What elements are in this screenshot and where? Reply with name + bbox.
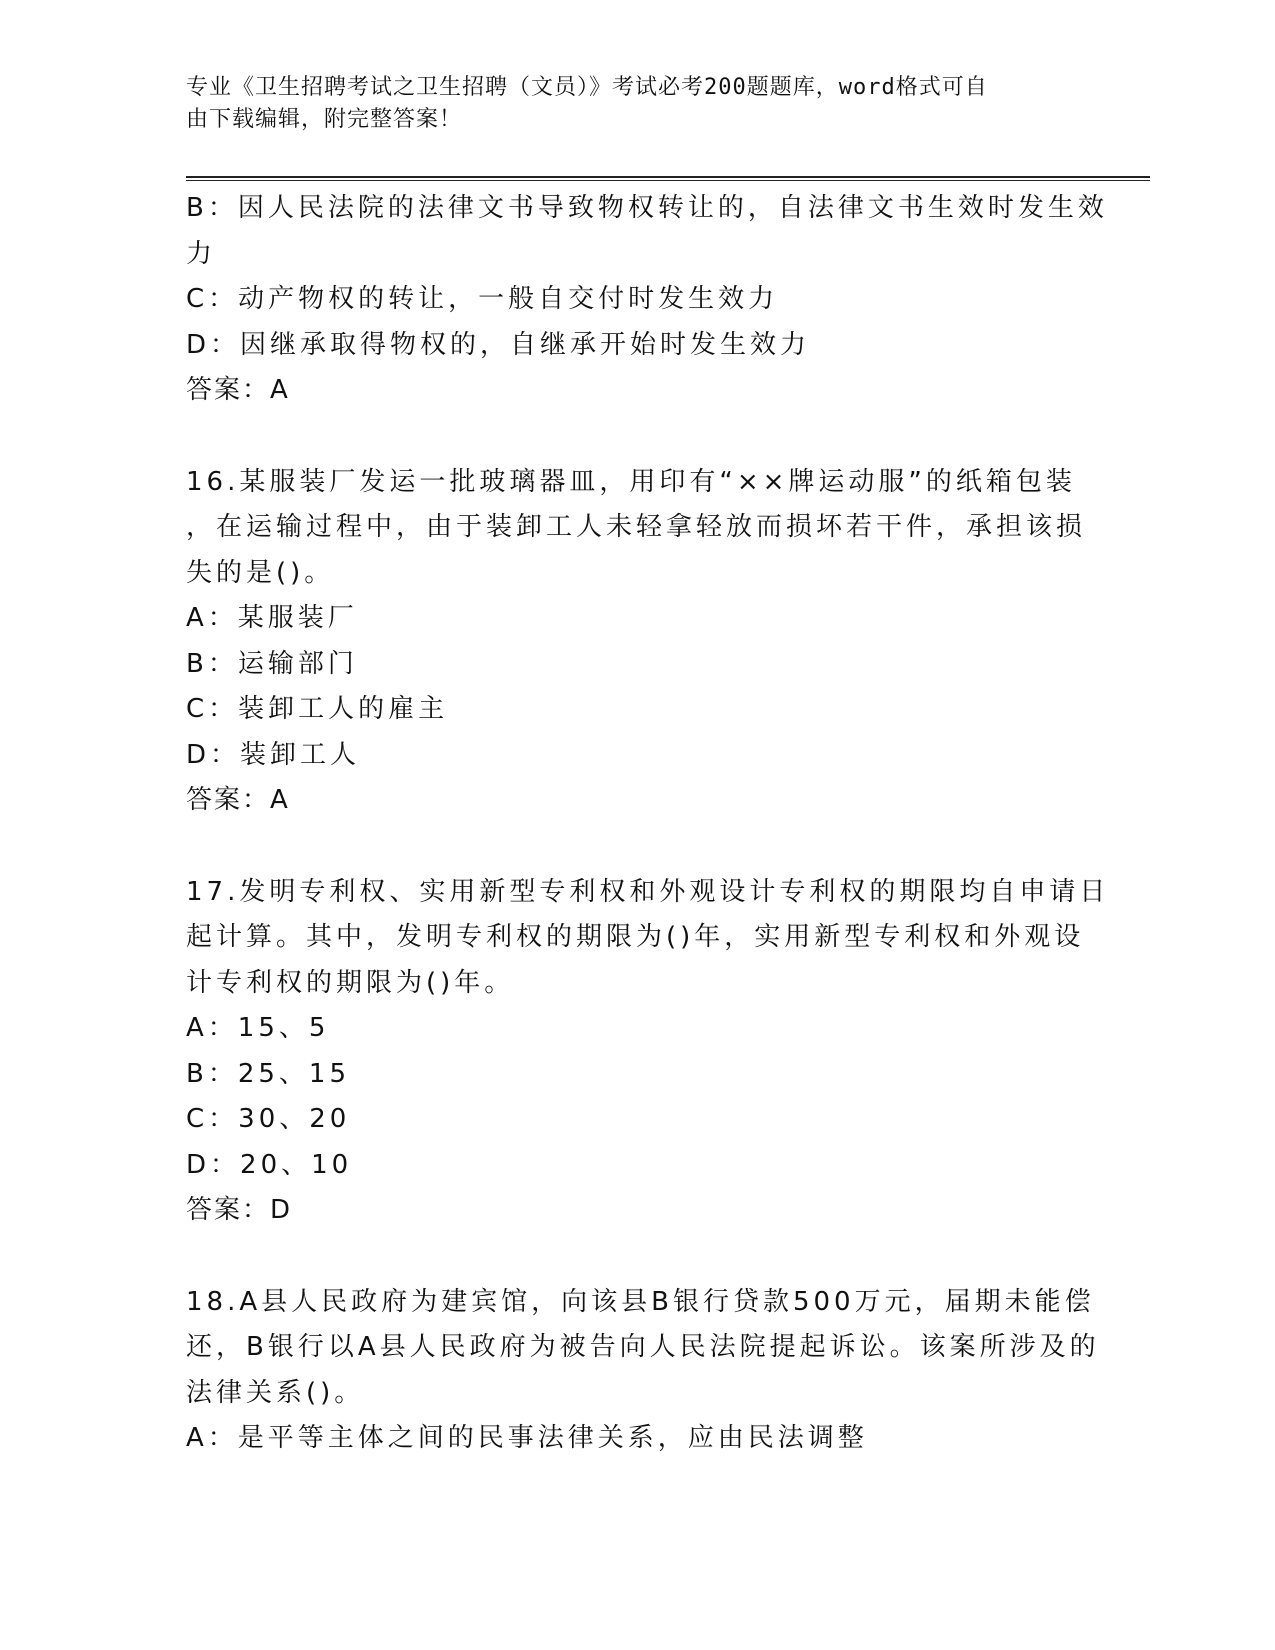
option-c: C：动产物权的转让，一般自交付时发生效力 (186, 284, 779, 314)
option-b-continued: 力 (186, 238, 217, 269)
question-17 (186, 870, 1110, 1234)
header-line: 专业《卫生招聘考试之卫生招聘（文员）》考试必考200题题库，word格式可自 (186, 75, 988, 100)
answer: 答案：A (186, 375, 290, 405)
spacer (186, 824, 1086, 870)
question-text: ，在运输过程中，由于装卸工人未轻拿轻放而损坏若干件，承担该损 (186, 512, 1087, 542)
question-text: 计专利权的期限为()年。 (186, 967, 515, 998)
question-text: 失的是()。 (186, 557, 335, 588)
question-16 (186, 460, 1086, 824)
answer: 答案：A (186, 785, 290, 815)
option-c: C：30、20 (186, 1104, 351, 1134)
question-18 (186, 1280, 1100, 1462)
question-text: 法律关系()。 (186, 1377, 365, 1408)
option-c: C：装卸工人的雇主 (186, 694, 449, 724)
spacer (186, 1234, 1086, 1280)
answer: 答案：D (186, 1195, 293, 1225)
option-a: A：15、5 (186, 1013, 330, 1043)
option-b: B：25、15 (186, 1058, 351, 1089)
question-text: 还，B银行以A县人民政府为被告向人民法院提起诉讼。该案所涉及的 (186, 1332, 1100, 1362)
option-b: B：因人民法院的法律文书导致物权转让的，自法律文书生效时发生效 (186, 193, 1108, 223)
question-text: 起计算。其中，发明专利权的期限为()年，实用新型专利权和外观设 (186, 922, 1085, 952)
option-a: A：某服装厂 (186, 603, 358, 633)
option-b: B：运输部门 (186, 648, 358, 679)
question-list (186, 186, 1110, 1462)
question-15-tail (186, 186, 1108, 414)
header-divider (186, 176, 1150, 181)
header-line: 由下载编辑，附完整答案！ (186, 107, 463, 132)
option-d: D：20、10 (186, 1149, 353, 1180)
document-header (186, 72, 1066, 136)
question-text: 16.某服装厂发运一批玻璃器皿，用印有“××牌运动服”的纸箱包装 (186, 466, 1076, 497)
option-d: D：因继承取得物权的，自继承开始时发生效力 (186, 329, 811, 360)
spacer (186, 414, 1086, 460)
option-d: D：装卸工人 (186, 739, 361, 770)
question-text: 18.A县人民政府为建宾馆，向该县B银行贷款500万元，届期未能偿 (186, 1286, 1095, 1317)
question-text: 17.发明专利权、实用新型专利权和外观设计专利权的期限均自申请日 (186, 876, 1110, 907)
option-a: A：是平等主体之间的民事法律关系，应由民法调整 (186, 1423, 868, 1453)
